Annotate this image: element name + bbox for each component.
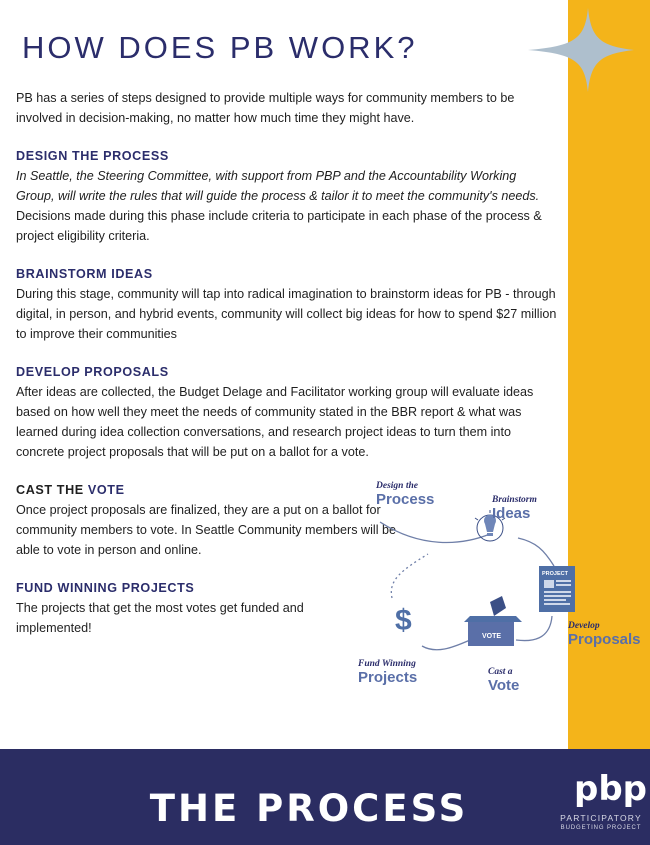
cycle-fund-big: Projects [358,668,418,686]
logo-line1: PARTICIPATORY [560,813,642,823]
section-body-develop: After ideas are collected, the Budget Delage and Facilitator working group will evaluate ideas based on how well they meet the needs of community stated in the BBR report & what was learned during idea collection conversations, and research project ideas to turn them into concrete project proposals that will be put on a ballot for a vote. [16,385,534,459]
ballot-box-icon [464,596,522,646]
cycle-cast-small: Cast a [488,667,513,677]
cycle-design-small: Design the [376,481,418,491]
cycle-brainstorm-small: Brainstorm [492,495,537,505]
cycle-brainstorm-big: Ideas [492,504,531,522]
page-title: HOW DOES PB WORK? [22,30,418,65]
cycle-cast-label [488,668,519,693]
arc-develop-to-vote [516,616,552,641]
cycle-brainstorm-label [492,496,537,521]
logo-text: pbp [574,769,648,809]
sparkle-star-icon [528,8,634,92]
design-italic-text: In Seattle, the Steering Committee, with support from PBP and the Accountability Working Group, will write the rules that will guide the process & tailor it to meet the community's needs. [16,169,540,203]
ballot-box-text: VOTE [482,633,502,640]
section-brainstorm [16,264,566,344]
section-develop [16,362,566,462]
design-plain-text: Decisions made during this phase include criteria to participate in each phase of the process & project eligibility criteria. [16,209,542,243]
arc-design-to-brainstorm [380,522,490,543]
section-design [16,146,566,246]
section-body-cast: Once project proposals are finalized, they are a put on a ballot for community members to vote. In Seattle Community members will be able to vote in person and online. [16,503,397,557]
cycle-fund-label [358,660,417,685]
section-body-brainstorm: During this stage, community will tap into radical imagination to brainstorm ideas for PB - through digital, in person, and hybrid events, community will collect big ideas for how to spend $27 million to improve their communities [16,287,557,341]
arc-fund-to-design [391,554,428,598]
pbp-logo [560,768,648,838]
logo-line2: BUDGETING PROJECT [560,825,642,831]
section-heading-brainstorm: BRAINSTORM IDEAS [16,267,153,281]
cycle-design-big: Process [376,490,435,508]
project-document-icon [539,566,575,612]
cast-heading-part1: CAST THE [16,483,84,497]
cycle-develop-label [568,622,641,647]
arc-brainstorm-to-develop [518,538,554,566]
intro-paragraph: PB has a series of steps designed to provide multiple ways for community members to be involved in decision-making, no matter how much time they might have. [16,91,515,125]
project-card-text: PROJECT [542,571,568,577]
cycle-develop-small: Develop [568,621,600,631]
pbp-logo-mark-icon [572,768,648,812]
cycle-fund-small: Fund Winning [358,659,416,669]
cycle-cast-big: Vote [488,676,520,694]
section-heading-fund: FUND WINNING PROJECTS [16,581,195,595]
arc-vote-to-fund [422,640,470,650]
section-heading-design: DESIGN THE PROCESS [16,149,169,163]
section-body-design [16,166,556,246]
footer-title-text: THE PROCESS [149,787,469,830]
cycle-develop-big: Proposals [568,630,641,648]
dollar-sign-icon: $ [395,604,412,637]
process-cycle-diagram [340,470,645,700]
cast-heading-part2: VOTE [87,483,125,497]
section-body-fund: The projects that get the most votes get funded and implemented! [16,601,304,635]
cycle-design-label [376,482,434,507]
section-heading-develop: DEVELOP PROPOSALS [16,365,169,379]
